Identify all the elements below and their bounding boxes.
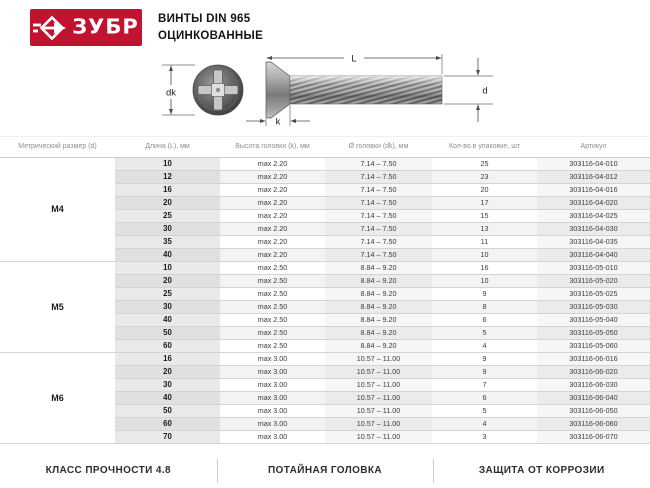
table-row bbox=[0, 158, 650, 171]
qty-cell: 13 bbox=[432, 223, 537, 236]
head-diameter-cell: 7.14 – 7.50 bbox=[325, 223, 432, 236]
qty-cell: 5 bbox=[432, 327, 537, 340]
length-cell: 16 bbox=[115, 184, 220, 197]
head-height-cell: max 2.20 bbox=[220, 171, 325, 184]
qty-cell: 17 bbox=[432, 197, 537, 210]
sku-cell: 303116-04-010 bbox=[537, 158, 650, 171]
head-diameter-cell: 7.14 – 7.50 bbox=[325, 184, 432, 197]
qty-cell: 5 bbox=[432, 405, 537, 418]
head-height-cell: max 2.20 bbox=[220, 249, 325, 262]
head-height-cell: max 2.20 bbox=[220, 158, 325, 171]
spec-table-header-row bbox=[0, 137, 650, 158]
qty-cell: 8 bbox=[432, 301, 537, 314]
dim-label-dk: dk bbox=[165, 87, 177, 99]
qty-cell: 25 bbox=[432, 158, 537, 171]
length-cell: 70 bbox=[115, 431, 220, 444]
sku-cell: 303116-06-060 bbox=[537, 418, 650, 431]
metric-size-cell: M4 bbox=[0, 158, 115, 262]
col-header-head-height: Высота головки (k), мм bbox=[220, 137, 325, 158]
col-header-metric-size: Метрический размер (d) bbox=[0, 137, 115, 158]
length-cell: 40 bbox=[115, 392, 220, 405]
head-height-cell: max 2.20 bbox=[220, 223, 325, 236]
product-title-line2: ОЦИНКОВАННЫЕ bbox=[158, 29, 264, 42]
length-cell: 30 bbox=[115, 223, 220, 236]
col-header-head-diameter: Ø головки (dk), мм bbox=[325, 137, 432, 158]
head-height-cell: max 2.50 bbox=[220, 262, 325, 275]
head-diameter-cell: 10.57 – 11.00 bbox=[325, 366, 432, 379]
sku-cell: 303116-04-016 bbox=[537, 184, 650, 197]
head-height-cell: max 2.20 bbox=[220, 236, 325, 249]
head-diameter-cell: 10.57 – 11.00 bbox=[325, 431, 432, 444]
length-cell: 35 bbox=[115, 236, 220, 249]
qty-cell: 16 bbox=[432, 262, 537, 275]
length-cell: 12 bbox=[115, 171, 220, 184]
metric-size-cell: M5 bbox=[0, 262, 115, 353]
head-height-cell: max 3.00 bbox=[220, 405, 325, 418]
sku-cell: 303116-04-012 bbox=[537, 171, 650, 184]
qty-cell: 6 bbox=[432, 314, 537, 327]
brand-name: ЗУБР bbox=[72, 15, 139, 39]
length-cell: 60 bbox=[115, 418, 220, 431]
qty-cell: 4 bbox=[432, 340, 537, 353]
qty-cell: 6 bbox=[432, 392, 537, 405]
head-height-cell: max 2.20 bbox=[220, 184, 325, 197]
head-height-cell: max 2.50 bbox=[220, 288, 325, 301]
qty-cell: 3 bbox=[432, 431, 537, 444]
length-cell: 10 bbox=[115, 262, 220, 275]
sku-cell: 303116-05-020 bbox=[537, 275, 650, 288]
head-height-cell: max 2.50 bbox=[220, 301, 325, 314]
sku-cell: 303116-04-040 bbox=[537, 249, 650, 262]
feature-corrosion-protection: ЗАЩИТА ОТ КОРРОЗИИ bbox=[433, 465, 650, 476]
sku-cell: 303116-05-030 bbox=[537, 301, 650, 314]
feature-head-type: ПОТАЙНАЯ ГОЛОВКА bbox=[217, 465, 434, 476]
sku-cell: 303116-06-050 bbox=[537, 405, 650, 418]
qty-cell: 11 bbox=[432, 236, 537, 249]
length-cell: 30 bbox=[115, 301, 220, 314]
features-bar bbox=[0, 452, 650, 488]
head-diameter-cell: 8.84 – 9.20 bbox=[325, 340, 432, 353]
head-height-cell: max 3.00 bbox=[220, 418, 325, 431]
page-header bbox=[30, 9, 263, 46]
sku-cell: 303116-06-020 bbox=[537, 366, 650, 379]
head-height-cell: max 3.00 bbox=[220, 366, 325, 379]
head-diameter-cell: 7.14 – 7.50 bbox=[325, 158, 432, 171]
table-row bbox=[0, 353, 650, 366]
sku-cell: 303116-05-025 bbox=[537, 288, 650, 301]
head-height-cell: max 2.50 bbox=[220, 340, 325, 353]
head-height-cell: max 3.00 bbox=[220, 431, 325, 444]
dim-label-k: k bbox=[275, 116, 281, 128]
qty-cell: 10 bbox=[432, 249, 537, 262]
screw-head-side-view bbox=[266, 62, 290, 118]
col-header-sku: Артикул bbox=[537, 137, 650, 158]
table-row bbox=[0, 262, 650, 275]
head-diameter-cell: 10.57 – 11.00 bbox=[325, 418, 432, 431]
qty-cell: 7 bbox=[432, 379, 537, 392]
head-diameter-cell: 8.84 – 9.20 bbox=[325, 288, 432, 301]
sku-cell: 303116-04-020 bbox=[537, 197, 650, 210]
head-diameter-cell: 8.84 – 9.20 bbox=[325, 327, 432, 340]
dim-label-d: d bbox=[482, 85, 488, 97]
product-title bbox=[158, 11, 263, 44]
spec-table bbox=[0, 136, 650, 444]
head-diameter-cell: 10.57 – 11.00 bbox=[325, 405, 432, 418]
qty-cell: 10 bbox=[432, 275, 537, 288]
head-height-cell: max 2.20 bbox=[220, 197, 325, 210]
length-cell: 25 bbox=[115, 210, 220, 223]
head-diameter-cell: 7.14 – 7.50 bbox=[325, 197, 432, 210]
head-diameter-cell: 7.14 – 7.50 bbox=[325, 210, 432, 223]
product-title-line1: ВИНТЫ DIN 965 bbox=[158, 12, 251, 25]
length-cell: 50 bbox=[115, 327, 220, 340]
zubr-arrow-icon bbox=[33, 15, 67, 41]
length-cell: 50 bbox=[115, 405, 220, 418]
sku-cell: 303116-04-030 bbox=[537, 223, 650, 236]
sku-cell: 303116-05-010 bbox=[537, 262, 650, 275]
qty-cell: 20 bbox=[432, 184, 537, 197]
head-diameter-cell: 8.84 – 9.20 bbox=[325, 314, 432, 327]
sku-cell: 303116-06-016 bbox=[537, 353, 650, 366]
head-diameter-cell: 10.57 – 11.00 bbox=[325, 353, 432, 366]
length-cell: 20 bbox=[115, 275, 220, 288]
qty-cell: 23 bbox=[432, 171, 537, 184]
length-cell: 60 bbox=[115, 340, 220, 353]
head-diameter-cell: 8.84 – 9.20 bbox=[325, 275, 432, 288]
sku-cell: 303116-05-040 bbox=[537, 314, 650, 327]
length-cell: 20 bbox=[115, 366, 220, 379]
qty-cell: 9 bbox=[432, 366, 537, 379]
sku-cell: 303116-06-030 bbox=[537, 379, 650, 392]
zubr-logo bbox=[30, 9, 142, 46]
sku-cell: 303116-04-035 bbox=[537, 236, 650, 249]
sku-cell: 303116-06-040 bbox=[537, 392, 650, 405]
length-cell: 40 bbox=[115, 314, 220, 327]
head-diameter-cell: 8.84 – 9.20 bbox=[325, 262, 432, 275]
head-diameter-cell: 10.57 – 11.00 bbox=[325, 379, 432, 392]
length-cell: 40 bbox=[115, 249, 220, 262]
col-header-length: Длина (L), мм bbox=[115, 137, 220, 158]
screw-technical-drawing bbox=[148, 50, 508, 138]
head-height-cell: max 2.20 bbox=[220, 210, 325, 223]
sku-cell: 303116-05-060 bbox=[537, 340, 650, 353]
feature-strength-class: КЛАСС ПРОЧНОСТИ 4.8 bbox=[45, 464, 172, 476]
qty-cell: 9 bbox=[432, 288, 537, 301]
head-diameter-cell: 8.84 – 9.20 bbox=[325, 301, 432, 314]
head-height-cell: max 2.50 bbox=[220, 275, 325, 288]
length-cell: 10 bbox=[115, 158, 220, 171]
length-cell: 16 bbox=[115, 353, 220, 366]
qty-cell: 15 bbox=[432, 210, 537, 223]
metric-size-cell: M6 bbox=[0, 353, 115, 444]
dim-label-L: L bbox=[351, 53, 357, 65]
qty-cell: 9 bbox=[432, 353, 537, 366]
head-height-cell: max 3.00 bbox=[220, 392, 325, 405]
head-diameter-cell: 7.14 – 7.50 bbox=[325, 236, 432, 249]
head-diameter-cell: 7.14 – 7.50 bbox=[325, 171, 432, 184]
qty-cell: 4 bbox=[432, 418, 537, 431]
head-height-cell: max 3.00 bbox=[220, 353, 325, 366]
head-height-cell: max 2.50 bbox=[220, 327, 325, 340]
head-height-cell: max 2.50 bbox=[220, 314, 325, 327]
length-cell: 30 bbox=[115, 379, 220, 392]
sku-cell: 303116-05-050 bbox=[537, 327, 650, 340]
head-diameter-cell: 10.57 – 11.00 bbox=[325, 392, 432, 405]
col-header-qty: Кол-во в упаковке, шт bbox=[432, 137, 537, 158]
sku-cell: 303116-06-070 bbox=[537, 431, 650, 444]
length-cell: 25 bbox=[115, 288, 220, 301]
head-height-cell: max 3.00 bbox=[220, 379, 325, 392]
spec-table-body bbox=[0, 158, 650, 444]
head-diameter-cell: 7.14 – 7.50 bbox=[325, 249, 432, 262]
sku-cell: 303116-04-025 bbox=[537, 210, 650, 223]
length-cell: 20 bbox=[115, 197, 220, 210]
